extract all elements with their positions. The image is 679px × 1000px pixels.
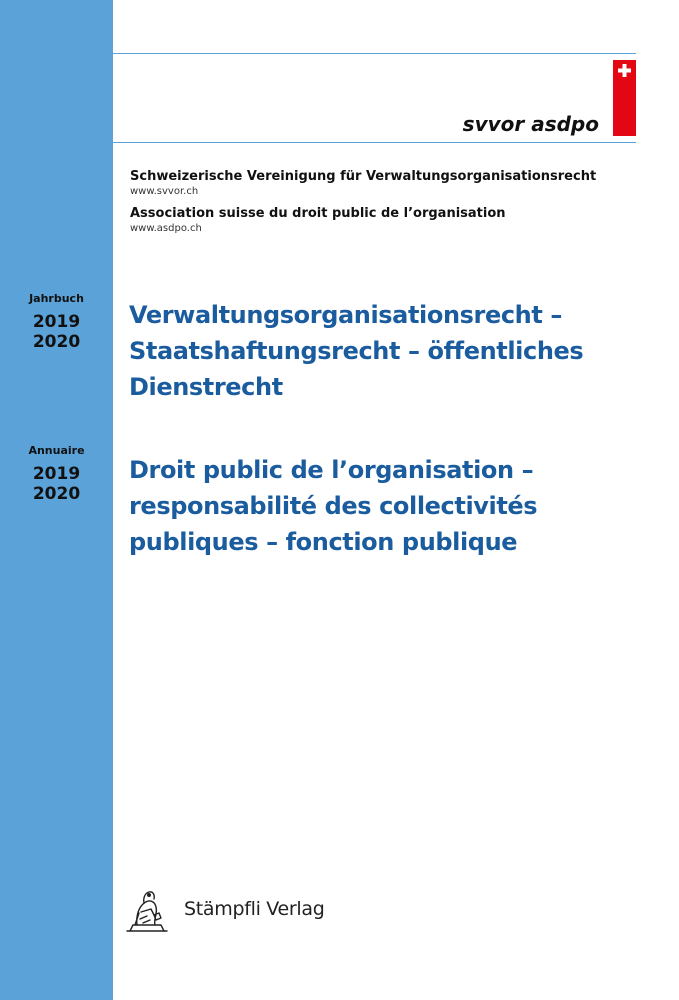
publisher-block	[121, 885, 421, 935]
association-name-de: Schweizerische Vereinigung für Verwaltungsorganisationsrecht	[130, 169, 597, 184]
association-name-fr: Association suisse du droit public de l’organisation	[130, 206, 506, 221]
header-divider	[113, 142, 636, 143]
edition-year2-de: 2020	[32, 332, 81, 352]
brand-name: svvor asdpo	[462, 112, 599, 136]
top-divider	[113, 53, 636, 54]
association-block	[130, 168, 630, 242]
staempfli-logo-icon	[121, 885, 173, 935]
swiss-cross-icon	[617, 63, 632, 78]
title-fr-line3: publiques – fonction publique	[129, 528, 518, 556]
edition-label-fr	[0, 444, 113, 504]
edition-type-fr: Annuaire	[28, 444, 85, 457]
edition-year2-fr: 2020	[32, 484, 81, 504]
edition-year1-fr: 2019	[32, 464, 81, 484]
title-de-line3: Dienstrecht	[129, 373, 283, 401]
edition-year1-de: 2019	[32, 312, 81, 332]
title-de-line1: Verwaltungsorganisationsrecht –	[129, 301, 562, 329]
swiss-flag-badge	[613, 60, 636, 136]
association-url-de: www.svvor.ch	[130, 186, 199, 197]
book-title-de	[129, 297, 649, 405]
title-de-line2: Staatshaftungsrecht – öffentliches	[129, 337, 584, 365]
book-title-fr	[129, 452, 649, 560]
publisher-name: Stämpfli Verlag	[184, 898, 325, 920]
edition-label-de	[0, 292, 113, 352]
title-fr-line1: Droit public de l’organisation –	[129, 456, 534, 484]
title-fr-line2: responsabilité des collectivités	[129, 492, 538, 520]
edition-type-de: Jahrbuch	[29, 292, 84, 305]
association-url-fr: www.asdpo.ch	[130, 223, 202, 234]
